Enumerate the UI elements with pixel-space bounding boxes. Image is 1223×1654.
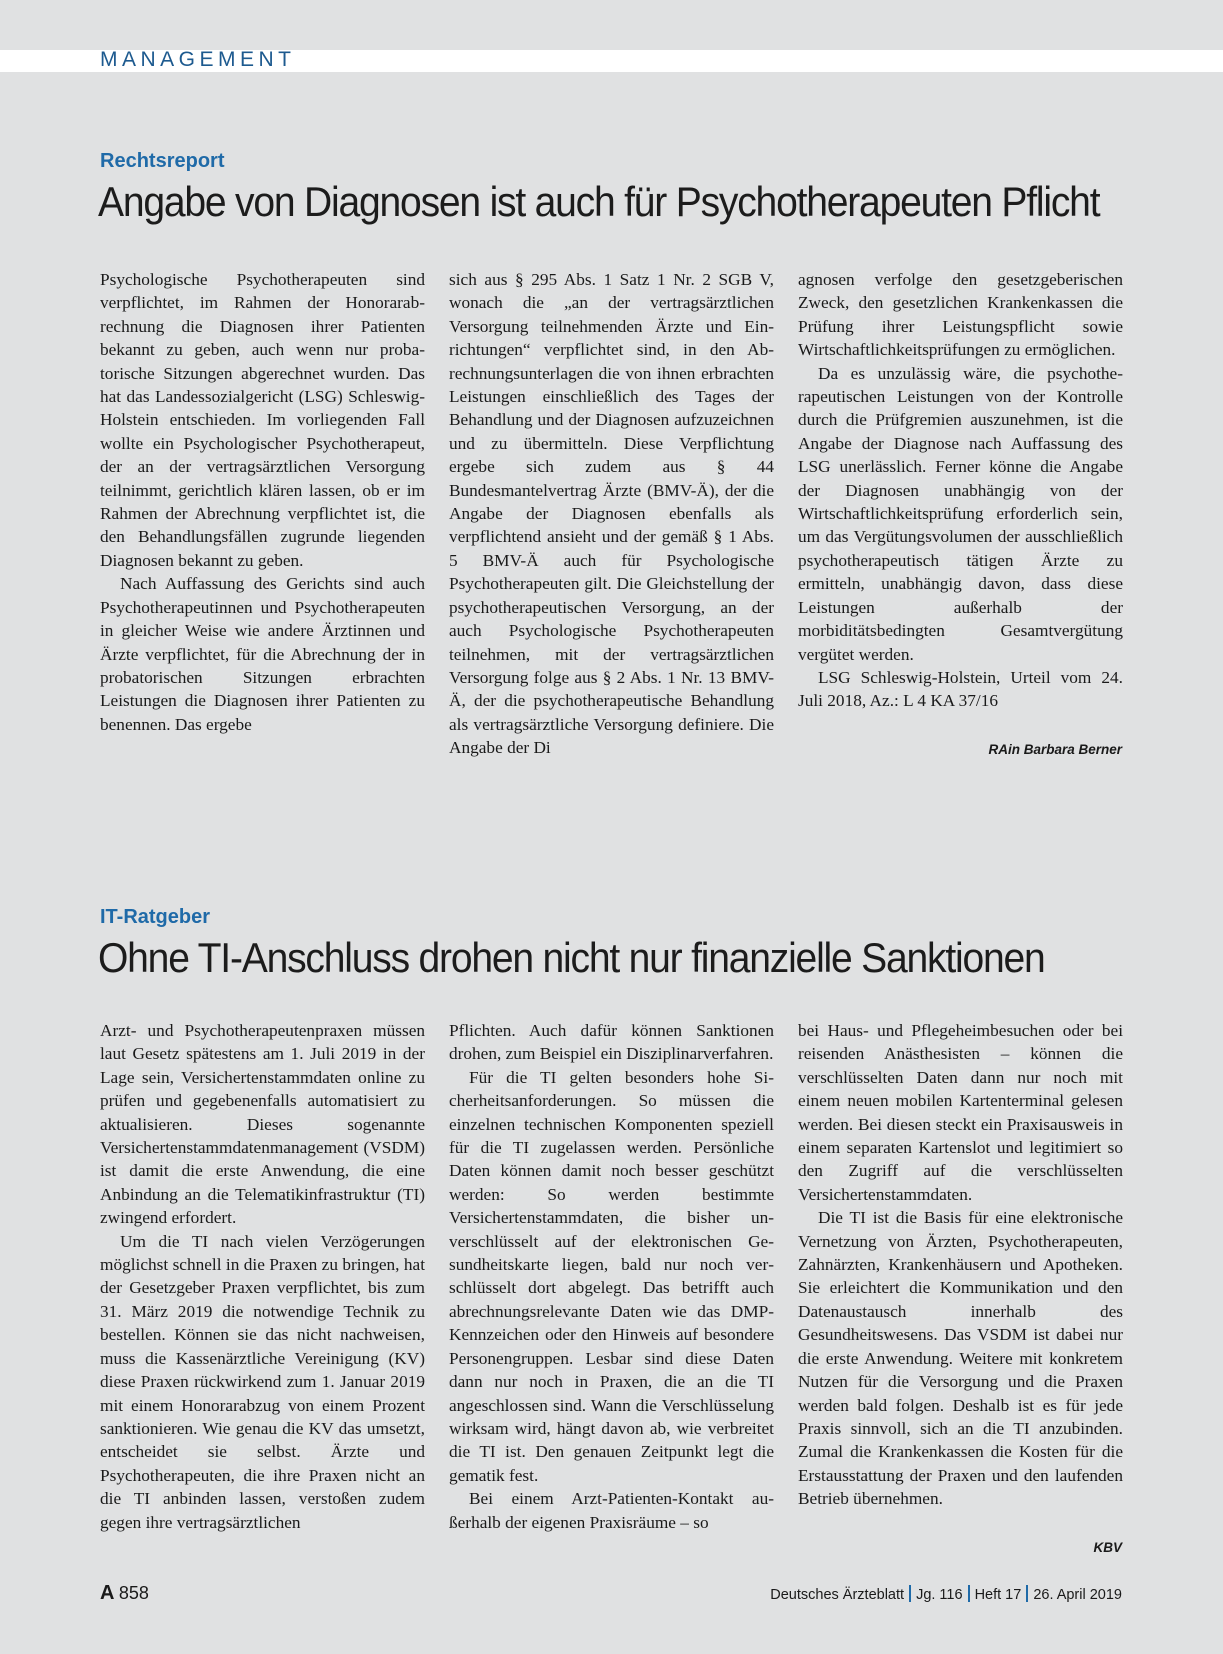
paragraph: LSG Schleswig-Holstein, Urteil vom 24. Juli 2018, Az.: L 4 KA 37/16 [798,667,1123,711]
article1-column-2 [449,268,774,760]
paragraph: agnosen verfolge den gesetzgeberischen Zweck, den gesetzlichen Krankenkassen die Prüfung ihrer Leistungspflicht sowie Wirtschaftlichkeitsprüfungen zu ermöglichen. [798,270,1123,360]
journal-name: Deutsches Ärzteblatt [770,1587,905,1603]
journal-info [770,1585,1122,1603]
paragraph: Arzt- und Psychotherapeutenpraxen müssen laut Gesetz spätestens am 1. Juli 2019 in der Lage sein, Versichertenstammdaten online zu prüfen und gegebenenfalls automatisiert zu aktualisieren. Dieses sogenannte Versichertenstammdatenmanagement (VSDM) ist damit die erste Anwendung, die eine Anbindung an die Telematikinfrastruktur (TI) zwingend erfordert. [100,1021,425,1228]
article1-headline: Angabe von Diagnosen ist auch für Psychotherapeuten Pflicht [98,178,1100,225]
article2-column-2 [449,1019,774,1534]
article2-headline: Ohne TI-Anschluss drohen nicht nur finanzielle Sanktionen [98,934,1045,981]
article2-column-1 [100,1019,425,1534]
paragraph: Um die TI nach vielen Verzögerungen möglichst schnell in die Praxen zu bringen, hat der Gesetzgeber Praxen verpflichtet, bis zum 31. März 2019 die notwendige Technik zu bestellen. Können sie das nicht nachweisen, muss die Kassenärztliche Vereinigung (KV) diese Praxen rückwirkend zum 1. Januar 2019 mit einem Honorarabzug von einem Prozent sanktionieren. Wie genau die KV das umsetzt, entscheidet sie selbst. Ärzte und Psychotherapeuten, die ihre Praxen nicht an die TI anbinden lassen, verstoßen zudem gegen ihre vertragsärztlichen [100,1231,425,1532]
separator [968,1585,970,1602]
separator [1026,1585,1028,1602]
paragraph: sich aus § 295 Abs. 1 Satz 1 Nr. 2 SGB V, wonach die „an der vertragsärztlichen Versorgung teilnehmenden Ärzte und Einrichtungen“ verpflichtet sind, in den Abrechnungsunterlagen die von ihnen erbrachten Leistungen einschließlich des Tages der Behandlung und der Diagnosen aufzuzeichnen und zu übermitteln. Diese Verpflichtung ergebe sich zudem aus § 44 Bundesmantelvertrag Ärzte (BMV-Ä), der die Angabe der Diagnosen ebenfalls als verpflichtend ansieht und der gemäß § 1 Abs. 5 BMV-Ä auch für Psychologische Psychotherapeuten gilt. Die Gleichstellung der psychotherapeutischen Versorgung, an der auch Psychologische Psychotherapeuten teilnehmen, mit der vertragsärztlichen Versorgung folge aus § 2 Abs. 1 Nr. 13 BMV-Ä, der die psychotherapeutische Behandlung als vertragsärztliche Versorgung definiere. Die Angabe der Di [449,270,774,758]
article1-author: RAin Barbara Berner [988,742,1122,757]
separator [909,1585,911,1602]
journal-issue: Heft 17 [974,1587,1022,1603]
article1-column-3 [798,268,1123,713]
paragraph: Nach Auffassung des Gerichts sind auch Psychotherapeutinnen und Psychotherapeuten in gleicher Weise wie andere Ärztinnen und Ärzte verpflichtet, für die Abrechnung der in probatorischen Sitzungen erbrachten Leistungen die Diagnosen ihrer Patienten zu benennen. Das ergebe [100,574,425,734]
page-prefix: A [100,1582,115,1604]
paragraph: Da es unzulässig wäre, die psychotherapeutischen Leistungen von der Kontrolle durch die Prüfgremien auszunehmen, ist die Angabe der Diagnose nach Auffassung des LSG unerlässlich. Ferner könne die Angabe der Diagnosen unabhängig von der Wirtschaftlichkeitsprüfung erforderlich sein, um das Vergütungsvolumen der ausschließlich psychotherapeutisch tätigen Ärzte zu ermitteln, unabhängig davon, dass diese Leistungen außerhalb der morbiditätsbedingten Gesamtvergütung vergütet werden. [798,363,1123,664]
paragraph: Die TI ist die Basis für eine elektronische Vernetzung von Ärzten, Psychotherapeuten, Zahnärzten, Krankenhäusern und Apotheken. Sie erleichtert die Kommunikation und den Datenaustausch innerhalb des Gesundheitswesens. Das VSDM ist dabei nur die erste Anwendung. Weitere mit konkretem Nutzen für die Versorgung und die Praxen werden bald folgen. Deshalb ist es für jede Praxis sinnvoll, sich an die TI anzubinden. Zumal die Krankenkassen die Kosten für die Erstausstattung der Praxen und den laufenden Betrieb übernehmen. [798,1208,1123,1509]
article2-author: KBV [1093,1540,1122,1555]
paragraph: bei Haus- und Pflegeheimbesuchen oder bei reisenden Anästhesisten – können die verschlüsselten Daten dann nur noch mit einem neuen mobilen Kartenterminal gelesen werden. Bei diesen steckt ein Praxisausweis in einem separaten Kartenslot und legitimiert so den Zugriff auf die verschlüsselten Versichertenstammdaten. [798,1021,1123,1204]
journal-date: 26. April 2019 [1033,1587,1122,1603]
section-label: MANAGEMENT [100,48,296,71]
article2-column-3 [798,1019,1123,1511]
top-band [0,0,1223,50]
page-number-value: 858 [118,1583,149,1603]
paragraph: Für die TI gelten besonders hohe Sicherheitsanforderungen. So müssen die einzelnen technischen Komponenten speziell für die TI zugelassen werden. Persönliche Daten können damit noch besser geschützt werden: So werden bestimmte Versichertenstammdaten, die bisher unverschlüsselt auf der elektronischen Gesundheitskarte liegen, bald nur noch verschlüsselt dort abgelegt. Das betrifft auch abrechnungsrelevante Daten wie das DMP-Kennzeichen oder den Hinweis auf besondere Personengruppen. Lesbar sind diese Daten dann nur noch in Praxen, die an die TI angeschlossen sind. Wann die Verschlüsselung wirksam wird, hängt davon ab, wie verbreitet die TI ist. Den genauen Zeitpunkt legt die gematik fest. [449,1067,774,1485]
paragraph: Psychologische Psychotherapeuten sind verpflichtet, im Rahmen der Honorarabrechnung die Diagnosen ihrer Patienten bekannt zu geben, auch wenn nur probatorische Sitzungen abgerechnet wurden. Das hat das Landessozialgericht (LSG) Schleswig-Holstein entschieden. Im vorliegenden Fall wollte ein Psychologischer Psychotherapeut, der an der vertragsärztlichen Versorgung teilnimmt, gerichtlich klären lassen, ob er im Rahmen der Abrechnung verpflichtet ist, die den Behandlungsfällen zugrunde liegenden Diagnosen bekannt zu geben. [100,270,425,570]
article1-column-1 [100,268,425,736]
journal-volume: Jg. 116 [916,1587,963,1603]
page-number [100,1582,149,1605]
article2-kicker: IT-Ratgeber [100,906,211,928]
paragraph: Pflichten. Auch dafür können Sanktionen drohen, zum Beispiel ein Disziplinarverfahren. [449,1021,774,1064]
paragraph: Bei einem Arzt-Patienten-Kontakt außerhalb der eigenen Praxisräume – so [449,1489,774,1532]
article1-kicker: Rechtsreport [100,150,225,172]
